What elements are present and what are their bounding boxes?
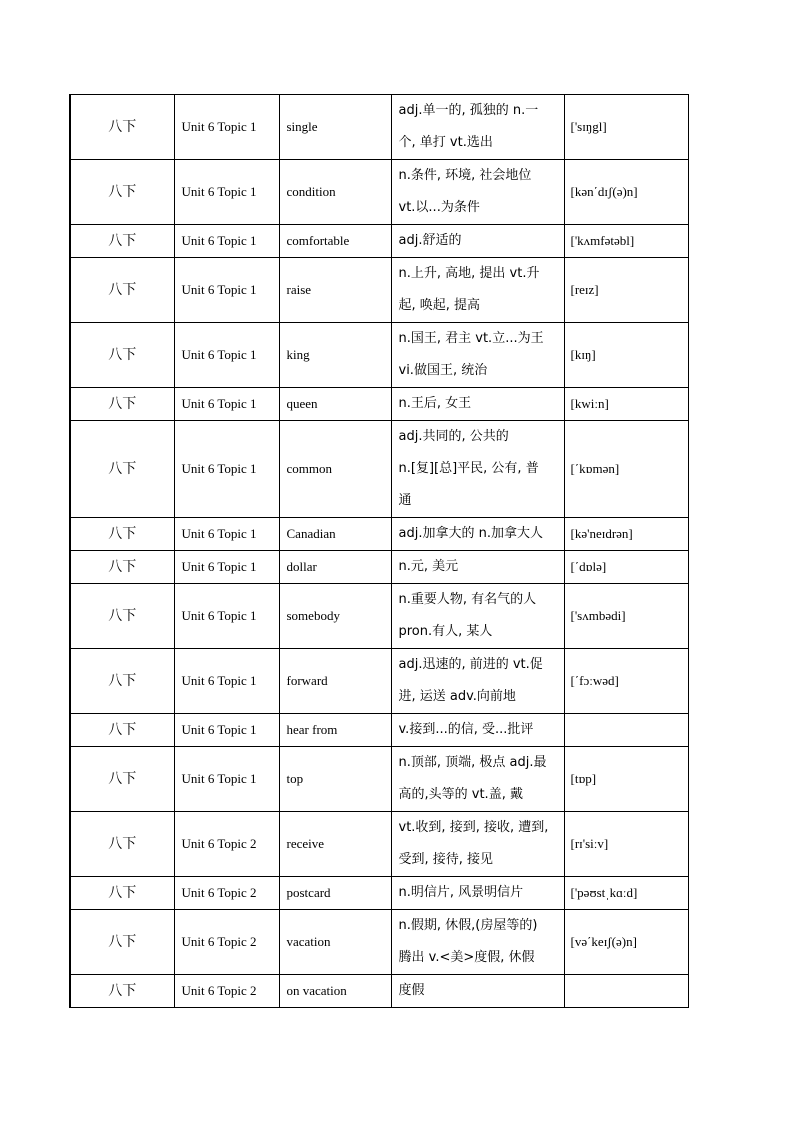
meaning-line: n.元, 美元 [398, 559, 459, 574]
table-row [70, 812, 688, 877]
word-cell: single [279, 95, 391, 160]
word-cell: common [279, 421, 391, 518]
word-cell: queen [279, 388, 391, 421]
meaning-line: 个, 单打 vt.选出 [398, 135, 493, 150]
meaning-line: adj.单一的, 孤独的 n.一 [398, 103, 539, 118]
phonetic-cell: [kə'neɪdrən] [564, 518, 688, 551]
meaning-line: v.接到...的信, 受...批评 [398, 722, 534, 737]
table-row [70, 323, 688, 388]
table-row [70, 551, 688, 584]
phonetic-cell: [΄kɒmən] [564, 421, 688, 518]
word-cell: hear from [279, 714, 391, 747]
unit-cell: Unit 6 Topic 1 [174, 388, 279, 421]
unit-cell: Unit 6 Topic 2 [174, 910, 279, 975]
meaning-line: 腾出 v.<美>度假, 休假 [398, 950, 535, 965]
meaning-line: 进, 运送 adv.向前地 [398, 689, 516, 704]
grade-cell: 八下 [70, 584, 174, 649]
meaning-cell [391, 95, 564, 160]
table-row [70, 258, 688, 323]
meaning-line: vi.做国王, 统治 [398, 363, 488, 378]
table-row [70, 910, 688, 975]
word-cell: on vacation [279, 975, 391, 1008]
grade-cell: 八下 [70, 388, 174, 421]
grade-cell: 八下 [70, 518, 174, 551]
unit-cell: Unit 6 Topic 2 [174, 812, 279, 877]
grade-cell: 八下 [70, 225, 174, 258]
unit-cell: Unit 6 Topic 1 [174, 649, 279, 714]
grade-cell: 八下 [70, 747, 174, 812]
grade-cell: 八下 [70, 160, 174, 225]
grade-cell: 八下 [70, 95, 174, 160]
grade-cell: 八下 [70, 812, 174, 877]
unit-cell: Unit 6 Topic 1 [174, 160, 279, 225]
table-row [70, 160, 688, 225]
grade-cell: 八下 [70, 421, 174, 518]
phonetic-cell: [rɪ'siːv] [564, 812, 688, 877]
meaning-cell [391, 910, 564, 975]
phonetic-cell: [΄fɔːwəd] [564, 649, 688, 714]
meaning-line: 通 [398, 493, 412, 508]
meaning-cell [391, 225, 564, 258]
unit-cell: Unit 6 Topic 1 [174, 551, 279, 584]
meaning-cell [391, 747, 564, 812]
word-cell: Canadian [279, 518, 391, 551]
meaning-line: adj.舒适的 [398, 233, 462, 248]
word-cell: postcard [279, 877, 391, 910]
meaning-cell [391, 518, 564, 551]
unit-cell: Unit 6 Topic 1 [174, 584, 279, 649]
word-cell: vacation [279, 910, 391, 975]
table-row [70, 518, 688, 551]
grade-cell: 八下 [70, 910, 174, 975]
table-row [70, 714, 688, 747]
meaning-line: adj.迅速的, 前进的 vt.促 [398, 657, 543, 672]
table-row [70, 747, 688, 812]
phonetic-cell: [kən΄dɪʃ(ə)n] [564, 160, 688, 225]
word-cell: condition [279, 160, 391, 225]
meaning-line: 受到, 接待, 接见 [398, 852, 494, 867]
meaning-line: n.[复][总]平民, 公有, 普 [398, 461, 539, 476]
meaning-line: n.假期, 休假,(房屋等的) [398, 918, 538, 933]
meaning-cell [391, 975, 564, 1008]
phonetic-cell: ['pəʊstˌkɑːd] [564, 877, 688, 910]
grade-cell: 八下 [70, 975, 174, 1008]
unit-cell: Unit 6 Topic 1 [174, 421, 279, 518]
meaning-cell [391, 649, 564, 714]
unit-cell: Unit 6 Topic 1 [174, 747, 279, 812]
phonetic-cell: [΄dɒlə] [564, 551, 688, 584]
meaning-cell [391, 258, 564, 323]
meaning-line: vt.以...为条件 [398, 200, 480, 215]
table-row [70, 95, 688, 160]
phonetic-cell [564, 714, 688, 747]
vocabulary-table-body [70, 95, 688, 1008]
unit-cell: Unit 6 Topic 2 [174, 975, 279, 1008]
phonetic-cell: ['sɪŋgl] [564, 95, 688, 160]
word-cell: king [279, 323, 391, 388]
grade-cell: 八下 [70, 649, 174, 714]
meaning-cell [391, 877, 564, 910]
unit-cell: Unit 6 Topic 1 [174, 95, 279, 160]
phonetic-cell: [kwiːn] [564, 388, 688, 421]
phonetic-cell: [kɪŋ] [564, 323, 688, 388]
meaning-line: adj.加拿大的 n.加拿大人 [398, 526, 543, 541]
meaning-line: 度假 [398, 983, 425, 998]
meaning-line: n.顶部, 顶端, 极点 adj.最 [398, 755, 547, 770]
phonetic-cell: [reɪz] [564, 258, 688, 323]
phonetic-cell [564, 975, 688, 1008]
meaning-line: n.王后, 女王 [398, 396, 472, 411]
vocabulary-table [69, 94, 689, 1008]
grade-cell: 八下 [70, 877, 174, 910]
word-cell: dollar [279, 551, 391, 584]
unit-cell: Unit 6 Topic 1 [174, 518, 279, 551]
meaning-line: n.上升, 高地, 提出 vt.升 [398, 266, 540, 281]
table-row [70, 421, 688, 518]
phonetic-cell: ['sʌmbədi] [564, 584, 688, 649]
meaning-line: 高的,头等的 vt.盖, 戴 [398, 787, 523, 802]
unit-cell: Unit 6 Topic 1 [174, 323, 279, 388]
meaning-line: 起, 唤起, 提高 [398, 298, 481, 313]
meaning-line: n.国王, 君主 vt.立...为王 [398, 331, 544, 346]
grade-cell: 八下 [70, 714, 174, 747]
unit-cell: Unit 6 Topic 1 [174, 258, 279, 323]
word-cell: somebody [279, 584, 391, 649]
meaning-cell [391, 812, 564, 877]
word-cell: raise [279, 258, 391, 323]
grade-cell: 八下 [70, 323, 174, 388]
word-cell: comfortable [279, 225, 391, 258]
unit-cell: Unit 6 Topic 1 [174, 714, 279, 747]
meaning-cell [391, 388, 564, 421]
grade-cell: 八下 [70, 258, 174, 323]
table-row [70, 649, 688, 714]
meaning-cell [391, 160, 564, 225]
meaning-cell [391, 714, 564, 747]
table-row [70, 975, 688, 1008]
meaning-line: vt.收到, 接到, 接收, 遭到, [398, 820, 549, 835]
meaning-line: n.明信片, 风景明信片 [398, 885, 524, 900]
meaning-line: n.条件, 环境, 社会地位 [398, 168, 532, 183]
meaning-cell [391, 584, 564, 649]
word-cell: receive [279, 812, 391, 877]
meaning-line: n.重要人物, 有名气的人 [398, 592, 537, 607]
meaning-line: pron.有人, 某人 [398, 624, 493, 639]
unit-cell: Unit 6 Topic 1 [174, 225, 279, 258]
grade-cell: 八下 [70, 551, 174, 584]
table-row [70, 584, 688, 649]
meaning-cell [391, 551, 564, 584]
phonetic-cell: [və΄keɪʃ(ə)n] [564, 910, 688, 975]
table-row [70, 225, 688, 258]
table-row [70, 388, 688, 421]
phonetic-cell: ['kʌmfətəbl] [564, 225, 688, 258]
unit-cell: Unit 6 Topic 2 [174, 877, 279, 910]
table-row [70, 877, 688, 910]
word-cell: forward [279, 649, 391, 714]
meaning-cell [391, 421, 564, 518]
phonetic-cell: [tɒp] [564, 747, 688, 812]
meaning-cell [391, 323, 564, 388]
word-cell: top [279, 747, 391, 812]
meaning-line: adj.共同的, 公共的 [398, 429, 509, 444]
